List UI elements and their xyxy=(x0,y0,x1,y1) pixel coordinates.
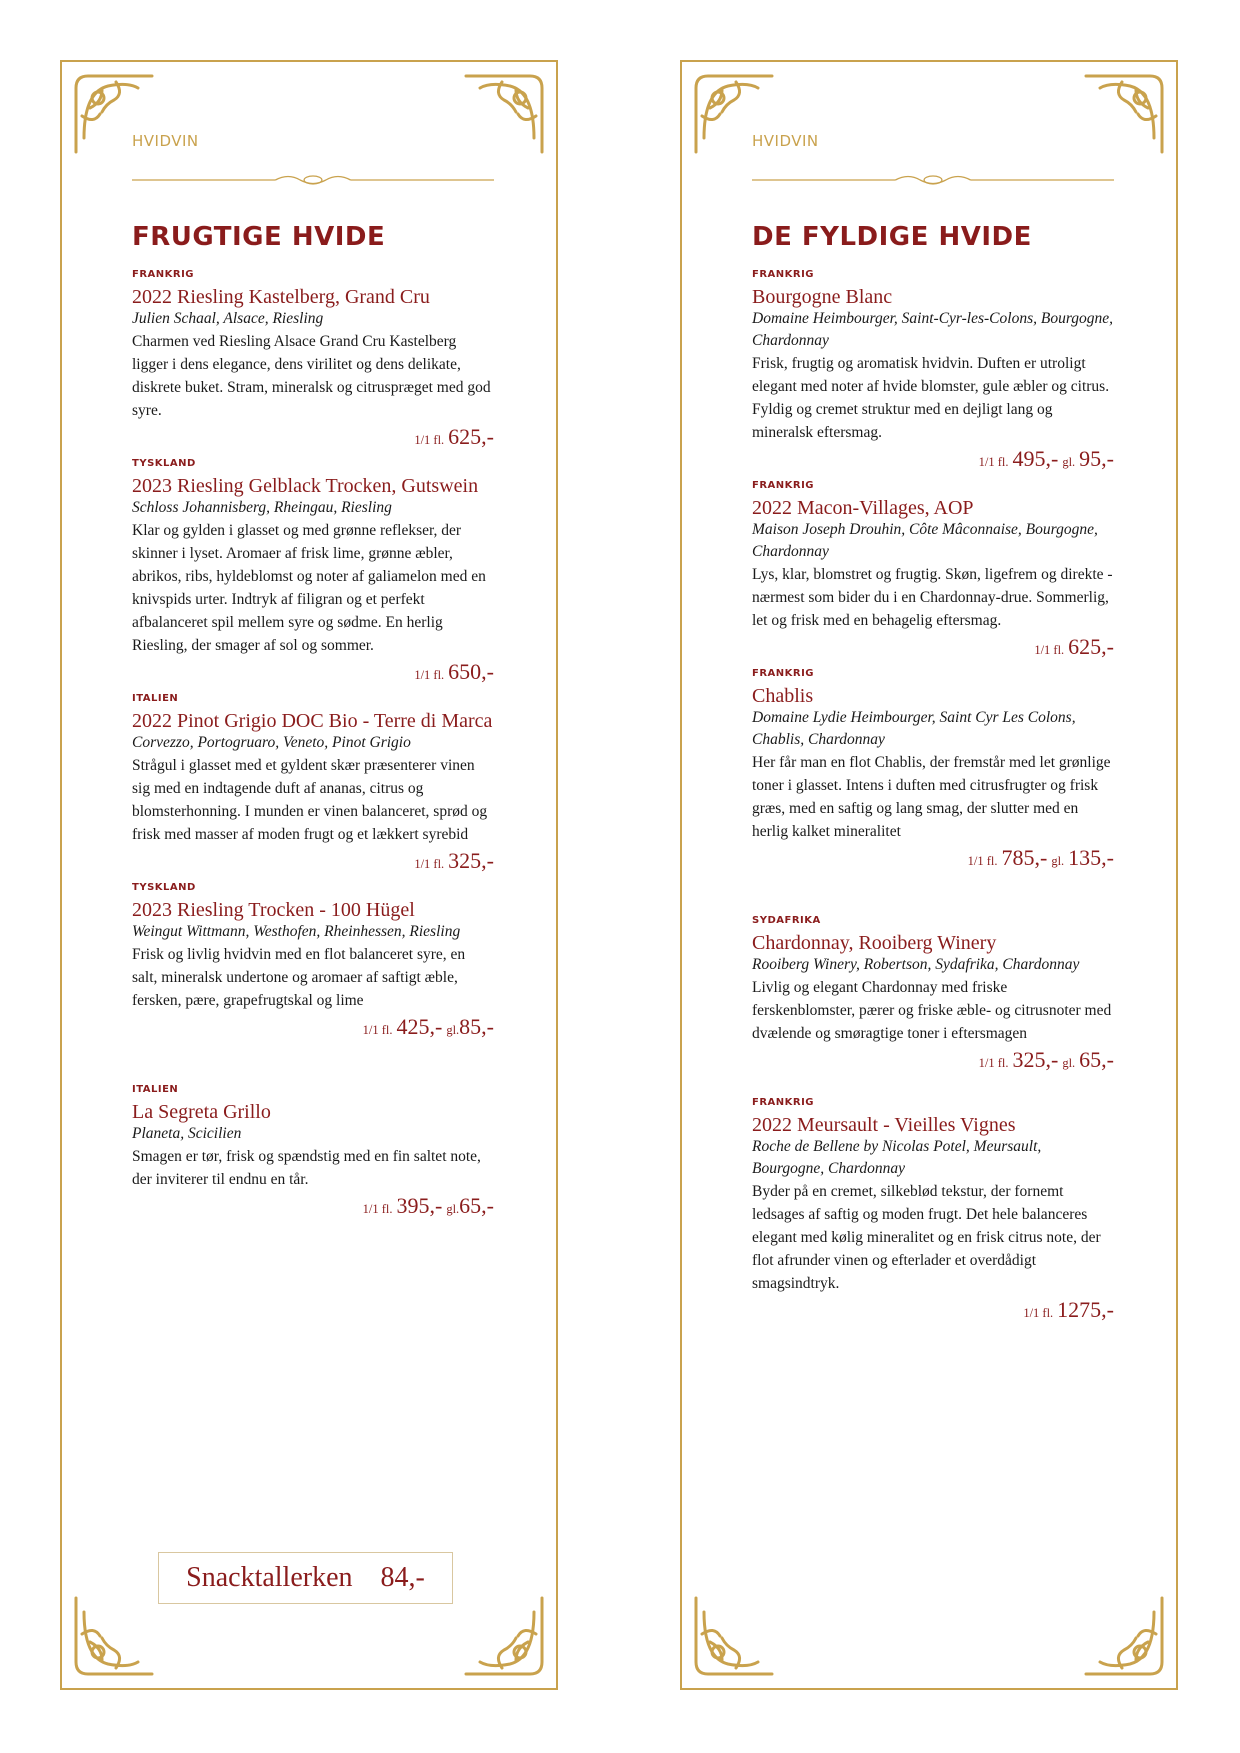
right-menu-panel xyxy=(680,60,1178,1690)
bottle-unit: 1/1 fl. xyxy=(1023,1306,1054,1320)
bottle-unit: 1/1 fl. xyxy=(362,1202,393,1216)
wine-description: Lys, klar, blomstret og frugtig. Skøn, ligefrem og direkte - nærmest som bider du i en Chardonnay-drue. Sommerlig, let og frisk med en behagelig eftersmag. xyxy=(752,566,1113,629)
section-label: HVIDVIN xyxy=(752,132,819,150)
wine-name: La Segreta Grillo xyxy=(132,1101,271,1123)
bottle-price: 495,- xyxy=(1012,446,1059,471)
bottle-price: 325,- xyxy=(448,848,494,873)
glass-price: 85,- xyxy=(459,1014,494,1039)
wine-country: TYSKLAND xyxy=(132,882,196,893)
price-line xyxy=(752,1295,1114,1328)
glass-unit: gl. xyxy=(1062,1056,1076,1070)
ornament-corner-icon xyxy=(1078,1590,1170,1682)
price-line xyxy=(752,1045,1114,1078)
price-line xyxy=(132,1012,494,1045)
wine-country: FRANKRIG xyxy=(752,1097,815,1108)
wine-description: Klar og gylden i glasset og med grønne reflekser, der skinner i lyset. Aromaer af frisk lime, grønne æbler, abrikos, ribs, hyldeblomst og noter af galiamelon med en knivspids urter. Indtryk af filigran og et perfekt afbalanceret spil mellem syre og sødme. En herlig Riesling, der smager af sol og sommer. xyxy=(132,522,486,654)
wine-description: Her får man en flot Chablis, der fremstår med let grønlige toner i glasset. Intens i duften med citrusfrugter og frisk græs, med en saftig og lang smag, der slutter med en herlig kalket mineralitet xyxy=(752,754,1111,840)
wine-entry xyxy=(132,881,494,1045)
price-line xyxy=(132,657,494,690)
wine-country: ITALIEN xyxy=(132,693,179,704)
wine-producer: Julien Schaal, Alsace, Riesling xyxy=(132,310,324,327)
glass-unit: gl. xyxy=(1051,854,1065,868)
wine-name: 2022 Riesling Kastelberg, Grand Cru xyxy=(132,286,430,308)
bottle-unit: 1/1 fl. xyxy=(414,857,445,871)
ornament-corner-icon xyxy=(68,1590,160,1682)
wine-producer: Corvezzo, Portogruaro, Veneto, Pinot Grigio xyxy=(132,734,411,751)
glass-price: 135,- xyxy=(1068,845,1114,870)
wine-description: Frisk og livlig hvidvin med en flot balanceret syre, en salt, mineralsk undertone og aromaer af saftigt æble, fersken, pære, grapefrugtskal og lime xyxy=(132,946,466,1009)
wine-country: ITALIEN xyxy=(132,1084,179,1095)
bottle-price: 625,- xyxy=(1068,634,1114,659)
wine-producer: Roche de Bellene by Nicolas Potel, Meursault, Bourgogne, Chardonnay xyxy=(752,1138,1042,1177)
wine-producer: Rooiberg Winery, Robertson, Sydafrika, Chardonnay xyxy=(752,956,1080,973)
glass-price: 65,- xyxy=(459,1193,494,1218)
wine-name: 2022 Pinot Grigio DOC Bio - Terre di Marca xyxy=(132,710,493,732)
wine-country: TYSKLAND xyxy=(132,458,196,469)
bottle-unit: 1/1 fl. xyxy=(414,433,445,447)
wine-producer: Weingut Wittmann, Westhofen, Rheinhessen, Riesling xyxy=(132,923,461,940)
bottle-unit: 1/1 fl. xyxy=(978,1056,1009,1070)
wine-entry xyxy=(132,268,494,455)
price-line xyxy=(132,422,494,455)
wine-description: Strågul i glasset med et gyldent skær præsenterer vinen sig med en indtagende duft af ananas, citrus og blomsterhonning. I munden er vinen balanceret, sprød og frisk med masser af moden frugt og et lækkert syrebid xyxy=(132,757,488,843)
wine-country: FRANKRIG xyxy=(752,668,815,679)
bottle-price: 325,- xyxy=(1012,1047,1059,1072)
snack-label: Snacktallerken xyxy=(186,1562,353,1593)
wine-entry xyxy=(132,457,494,690)
wine-country: FRANKRIG xyxy=(132,269,195,280)
glass-unit: gl. xyxy=(446,1202,460,1216)
wine-producer: Maison Joseph Drouhin, Côte Mâconnaise, Bourgogne, Chardonnay xyxy=(752,521,1098,560)
bottle-unit: 1/1 fl. xyxy=(1034,643,1065,657)
wine-entry xyxy=(132,1083,494,1224)
wine-entry xyxy=(752,268,1114,477)
wine-description: Livlig og elegant Chardonnay med friske ferskenblomster, pærer og friske æble- og citrusnoter med dvælende og smøragtige toner i eftersmagen xyxy=(752,979,1112,1042)
bottle-price: 625,- xyxy=(448,424,494,449)
price-line xyxy=(132,1191,494,1224)
snack-plate-box xyxy=(158,1552,453,1604)
wine-description: Byder på en cremet, silkeblød tekstur, der fornemt ledsages af saftig og moden frugt. Det hele balanceres elegant med kølig mineralitet og en frisk citrus note, der flot afrunder vinen og efterlader et overdådigt smagsindtryk. xyxy=(752,1183,1101,1292)
wine-name: Bourgogne Blanc xyxy=(752,286,893,308)
wine-description: Frisk, frugtig og aromatisk hvidvin. Duften er utroligt elegant med noter af hvide blomster, gule æbler og citrus. Fyldig og cremet struktur med en dejligt lang og mineralsk eftersmag. xyxy=(752,355,1110,441)
wine-entry xyxy=(132,692,494,879)
bottle-price: 785,- xyxy=(1001,845,1048,870)
wine-description: Smagen er tør, frisk og spændstig med en fin saltet note, der inviterer til endnu en tår. xyxy=(132,1148,481,1188)
price-line xyxy=(752,843,1114,876)
ornament-corner-icon xyxy=(458,1590,550,1682)
wine-country: SYDAFRIKA xyxy=(752,915,821,926)
wine-name: 2023 Riesling Trocken - 100 Hügel xyxy=(132,899,415,921)
ornament-divider-icon xyxy=(132,172,494,188)
wine-producer: Planeta, Scicilien xyxy=(132,1125,242,1142)
section-label: HVIDVIN xyxy=(132,132,199,150)
glass-unit: gl. xyxy=(1062,455,1076,469)
bottle-price: 650,- xyxy=(448,659,494,684)
wine-producer: Schloss Johannisberg, Rheingau, Riesling xyxy=(132,499,392,516)
section-title: DE FYLDIGE HVIDE xyxy=(752,222,1032,252)
ornament-divider-icon xyxy=(752,172,1114,188)
wine-description: Charmen ved Riesling Alsace Grand Cru Kastelberg ligger i dens elegance, dens virilitet og dens delikate, diskrete buket. Stram, mineralsk og citruspræget med god syre. xyxy=(132,333,491,419)
section-title: FRUGTIGE HVIDE xyxy=(132,222,386,252)
snack-price: 84,- xyxy=(380,1562,425,1593)
left-menu-panel xyxy=(60,60,558,1690)
wine-entry xyxy=(752,1096,1114,1328)
left-menu-content xyxy=(132,132,494,1224)
bottle-unit: 1/1 fl. xyxy=(362,1023,393,1037)
glass-price: 95,- xyxy=(1079,446,1114,471)
wine-entry xyxy=(752,667,1114,876)
price-line xyxy=(752,444,1114,477)
wine-name: 2023 Riesling Gelblack Trocken, Gutswein xyxy=(132,475,479,497)
bottle-unit: 1/1 fl. xyxy=(414,668,445,682)
wine-name: Chardonnay, Rooiberg Winery xyxy=(752,932,997,954)
price-line xyxy=(752,632,1114,665)
price-line xyxy=(132,846,494,879)
wine-country: FRANKRIG xyxy=(752,269,815,280)
wine-name: 2022 Meursault - Vieilles Vignes xyxy=(752,1114,1016,1136)
wine-country: FRANKRIG xyxy=(752,480,815,491)
bottle-price: 1275,- xyxy=(1057,1297,1114,1322)
bottle-unit: 1/1 fl. xyxy=(967,854,998,868)
right-menu-content xyxy=(752,132,1114,1328)
wine-producer: Domaine Heimbourger, Saint-Cyr-les-Colons, Bourgogne, Chardonnay xyxy=(752,310,1114,349)
wine-entry xyxy=(752,914,1114,1078)
wine-producer: Domaine Lydie Heimbourger, Saint Cyr Les Colons, Chablis, Chardonnay xyxy=(752,709,1076,748)
bottle-price: 395,- xyxy=(396,1193,443,1218)
glass-price: 65,- xyxy=(1079,1047,1114,1072)
wine-name: 2022 Macon-Villages, AOP xyxy=(752,497,974,519)
bottle-price: 425,- xyxy=(396,1014,443,1039)
bottle-unit: 1/1 fl. xyxy=(978,455,1009,469)
wine-name: Chablis xyxy=(752,685,814,707)
ornament-corner-icon xyxy=(688,1590,780,1682)
wine-entry xyxy=(752,479,1114,665)
glass-unit: gl. xyxy=(446,1023,460,1037)
